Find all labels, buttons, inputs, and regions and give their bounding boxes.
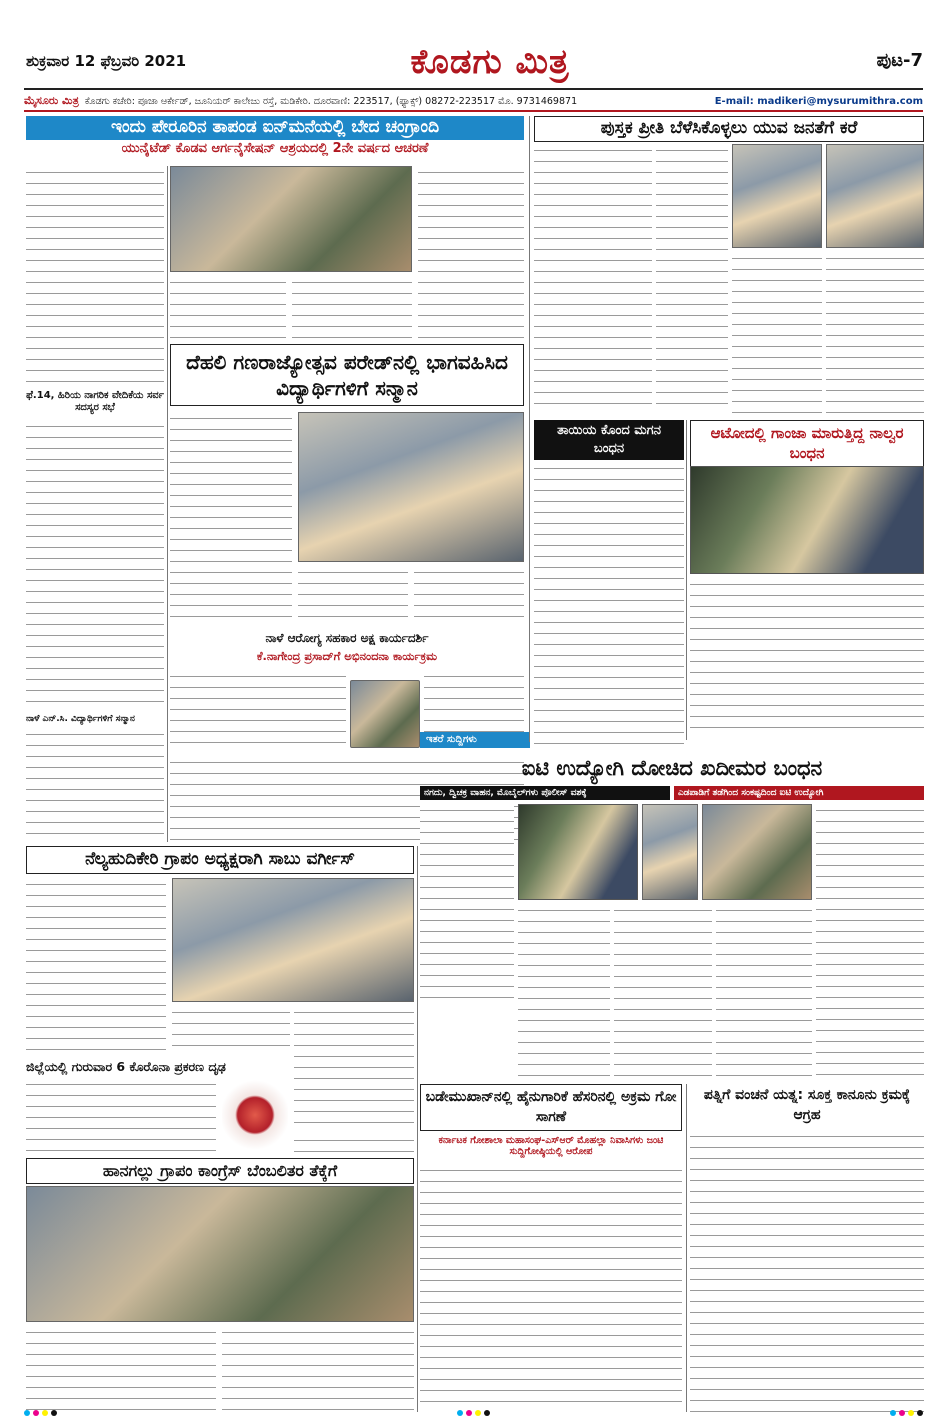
article-photo [826, 144, 924, 248]
article-headline: ಬಡೇಮುಖಾನ್‌ನಲ್ಲಿ ಹೈನುಗಾರಿಕೆ ಹೆಸರಿನಲ್ಲಿ ಅಕ್ರಮ ಗೋ ಸಾಗಣೆ [420, 1084, 682, 1131]
article-body [690, 1130, 924, 1412]
article-body [614, 904, 712, 1080]
column-divider [417, 846, 418, 1412]
article-subheadline: ನಗದು, ದ್ವಿಚಕ್ರ ವಾಹನ, ಮೊಬೈಲ್‌ಗಳು ಪೊಲೀಸ್ ವಶಕ್ಕೆ [420, 786, 670, 800]
sister-paper-brand: ಮೈಸೂರು ಮಿತ್ರ [24, 94, 79, 107]
article-subheadline: ಕೆ.ನಾಗೇಂದ್ರ ಪ್ರಸಾದ್‌ಗೆ ಅಭಿನಂದನಾ ಕಾರ್ಯಕ್ರಮ [256, 649, 438, 663]
column-divider [686, 1084, 687, 1412]
virus-illustration [222, 1078, 288, 1152]
article-headline: ಪುಸ್ತಕ ಪ್ರೀತಿ ಬೆಳೆಸಿಕೊಳ್ಳಲು ಯುವ ಜನತೆಗೆ ಕರೆ [534, 116, 924, 142]
article-body [26, 420, 164, 710]
article-subheadline: ಯುನೈಟೆಡ್ ಕೊಡವ ಆರ್ಗನೈಸೇಷನ್ ಆಶ್ರಯದಲ್ಲಿ 2ನೇ ವರ್ಷದ ಆಚರಣೆ [121, 141, 429, 156]
article-headline: ನಾಳೆ ಎನ್.ಸಿ. ವಿದ್ಯಾರ್ಥಿಗಳಿಗೆ ಸನ್ಮಾನ [26, 714, 135, 724]
issue-date: ಶುಕ್ರವಾರ 12 ಫೆಬ್ರವರಿ 2021 [26, 52, 187, 70]
article-body [420, 1164, 682, 1412]
article-body [292, 276, 412, 342]
article-body [294, 1006, 414, 1130]
article-body [298, 566, 408, 626]
article-headline: ಆಟೋದಲ್ಲಿ ಗಾಂಜಾ ಮಾರುತ್ತಿದ್ದ ನಾಲ್ವರ ಬಂಧನ [690, 420, 924, 467]
portrait-photo [350, 680, 420, 748]
article-subheadline: ಎಡಪಾಡಿಗೆ ತಡೆಗಿಂದ ಸಂಕಷ್ಟದಿಂದ ಐಟಿ ಉದ್ಯೋಗಿ [674, 786, 924, 800]
article-subheadline: ಕರ್ನಾಟಕ ಗೋಶಾಲಾ ಮಹಾಸಂಘ-ಎಸ್‌ಆರ್ ಮೊಹಲ್ಲಾ ನಿವಾಸಿಗಳು ಜಂಟಿ ಸುದ್ದಿಗೋಷ್ಠಿಯಲ್ಲಿ ಆರೋಪ [438, 1135, 664, 1157]
article-headline: ಫೆ.14, ಹಿರಿಯ ನಾಗರಿಕ ವೇದಿಕೆಯ ಸರ್ವ ಸದಸ್ಯರ ಸಭೆ [26, 390, 164, 413]
article-body [656, 144, 728, 414]
article-photo [518, 804, 638, 900]
article-body [170, 412, 292, 626]
article-headline: ನೆಲ್ಯಹುದಿಕೇರಿ ಗ್ರಾಪಂ ಅಧ್ಯಕ್ಷರಾಗಿ ಸಾಬು ವರ್ಗೀಸ್ [26, 846, 414, 874]
article-body [222, 1326, 414, 1412]
article-body [816, 804, 924, 1080]
article-body [534, 144, 652, 414]
article-photo [298, 412, 524, 562]
article-body [170, 276, 286, 342]
article-body [26, 1326, 216, 1412]
column-divider [686, 420, 687, 740]
newspaper-title: ಕೊಡಗು ಮಿತ್ರ [410, 42, 570, 82]
article-photo [172, 878, 414, 1002]
column-divider [529, 116, 530, 742]
address-bar [24, 92, 923, 112]
section-kicker: ಇತರೆ ಸುದ್ದಿಗಳು [420, 732, 530, 748]
article-body [732, 252, 822, 414]
article-photo [642, 804, 698, 900]
article-photo [170, 166, 412, 272]
article-body [690, 578, 924, 728]
office-email[interactable]: E-mail: madikeri@mysurumithra.com [714, 95, 923, 107]
article-body [26, 878, 166, 1056]
masthead-rule [24, 88, 923, 90]
print-registration-marks [24, 1410, 923, 1418]
article-body [26, 166, 164, 384]
article-body [826, 252, 924, 414]
article-photo [702, 804, 812, 900]
article-headline: ದೆಹಲಿ ಗಣರಾಜ್ಯೋತ್ಸವ ಪರೇಡ್‌ನಲ್ಲಿ ಭಾಗವಹಿಸಿದ ವಿದ್ಯಾರ್ಥಿಗಳಿಗೆ ಸನ್ಮಾನ [170, 344, 524, 406]
article-headline: ಪತ್ನಿಗೆ ವಂಚನೆ ಯತ್ನ: ಸೂಕ್ತ ಕಾನೂನು ಕ್ರಮಕ್ಕೆ ಆಗ್ರಹ [703, 1087, 911, 1123]
article-body [518, 904, 610, 1080]
article-body [414, 566, 524, 626]
article-photo [690, 466, 924, 574]
article-body [172, 1006, 290, 1056]
article-body [294, 1134, 414, 1152]
article-headline: ತಾಯಿಯ ಕೊಂದ ಮಗನ ಬಂಧನ [534, 420, 684, 460]
article-photo [26, 1186, 414, 1322]
article-body [26, 1078, 216, 1152]
article-headline: ನಾಳೆ ಆರೋಗ್ಯ ಸಹಕಾರ ಅಕ್ಷ ಕಾರ್ಯದರ್ಶಿ [265, 631, 429, 645]
article-body [170, 670, 346, 752]
office-address: ಕೊಡಗು ಕಚೇರಿ: ಪೂಜಾ ಆರ್ಕೇಡ್, ಜೂನಿಯರ್ ಕಾಲೇಜು ರಸ್ತೆ, ಮಡಿಕೇರಿ. ದೂರವಾಣಿ: 223517, (ಫ್ಯಾಕ್ಸ್) 08272-223517 ಮೊ. 9731469871 [84, 95, 578, 107]
article-headline: ಐಟಿ ಉದ್ಯೋಗಿ ದೋಚಿದ ಖದೀಮರ ಬಂಧನ [521, 756, 823, 780]
article-body [716, 904, 812, 1080]
article-headline: ಇಂದು ಪೇರೂರಿನ ತಾಪಂಡ ಐನ್‌ಮನೆಯಲ್ಲಿ ಬೇದ ಚಂಗ್ರಾಂದಿ [26, 116, 524, 140]
article-photo [732, 144, 822, 248]
article-body [534, 462, 684, 750]
article-headline: ಜಿಲ್ಲೆಯಲ್ಲಿ ಗುರುವಾರ 6 ಕೊರೊನಾ ಪ್ರಕರಣ ದೃಢ [26, 1059, 226, 1074]
article-body [420, 804, 514, 998]
article-body [418, 166, 524, 342]
article-body [26, 728, 164, 840]
page-number: ಪುಟ-7 [876, 50, 923, 71]
article-headline: ಹಾನಗಲ್ಲು ಗ್ರಾಪಂ ಕಾಂಗ್ರೆಸ್ ಬೆಂಬಲಿತರ ತೆಕ್ಕೆಗೆ [26, 1158, 414, 1184]
column-divider [167, 166, 168, 842]
